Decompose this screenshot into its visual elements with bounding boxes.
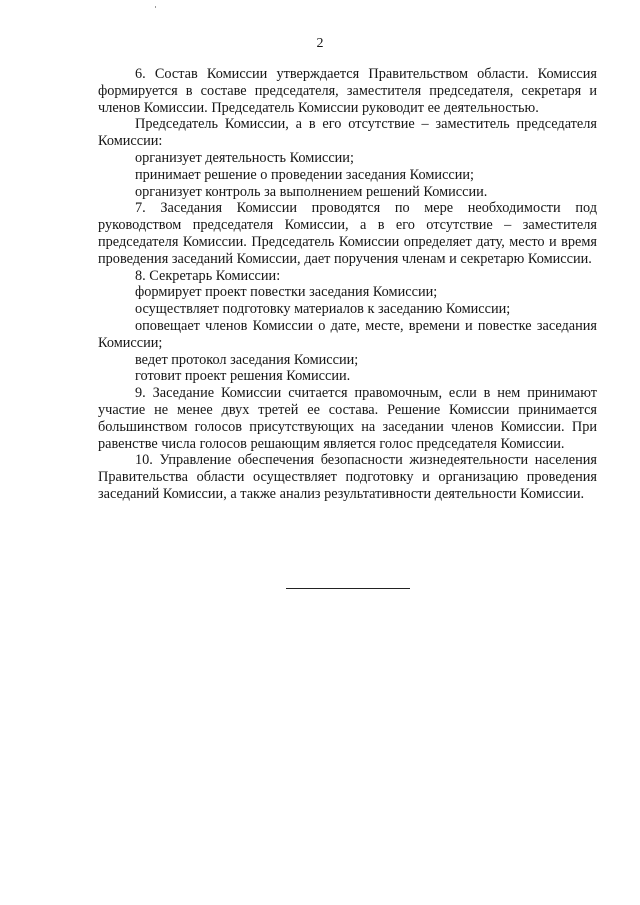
list-item: организует деятельность Комиссии;: [135, 149, 354, 166]
page-number: 2: [316, 36, 324, 51]
paragraph-9-quorum: 9. Заседание Комиссии считается правомочным, если в нем принимают участие не менее двух третей ее состава. Решение Комиссии принимается большинством голосов присутствующих на заседании членов Комиссии. При равенстве числа голосов решающим является голос председателя Комиссии.: [98, 385, 597, 452]
list-item: организует контроль за выполнением решений Комиссии.: [135, 183, 488, 200]
paragraph-chairman-duties-intro: Председатель Комиссии, а в его отсутствие – заместитель председателя Комиссии:: [98, 116, 597, 150]
scan-speck: [155, 6, 156, 8]
list-item: принимает решение о проведении заседания Комиссии;: [135, 166, 475, 183]
document-body: [98, 66, 597, 503]
paragraph-10-administration: 10. Управление обеспечения безопасности жизнедеятельности населения Правительства области осуществляет подготовку и организацию проведения заседаний Комиссии, а также анализ результативности деятельности Комиссии.: [98, 452, 597, 502]
list-item: осуществляет подготовку материалов к заседанию Комиссии;: [135, 301, 511, 318]
list-item: формирует проект повестки заседания Комиссии;: [135, 284, 438, 301]
paragraph-8-secretary: 8. Секретарь Комиссии:: [135, 267, 281, 284]
list-item: ведет протокол заседания Комиссии;: [135, 351, 359, 368]
closing-rule-divider: [286, 588, 410, 589]
list-item: оповещает членов Комиссии о дате, месте, времени и повестке заседания Комиссии;: [98, 317, 597, 351]
paragraph-6-composition: 6. Состав Комиссии утверждается Правительством области. Комиссия формируется в составе председателя, заместителя председателя, секретаря и членов Комиссии. Председатель Комиссии руководит ее деятельностью.: [98, 66, 597, 116]
paragraph-7-meetings: 7. Заседания Комиссии проводятся по мере необходимости под руководством председателя Комиссии, а в его отсутствие – заместителя председателя Комиссии. Председатель Комиссии определяет дату, место и время проведения заседаний Комиссии, дает поручения членам и секретарю Комиссии.: [98, 200, 597, 267]
list-item: готовит проект решения Комиссии.: [135, 368, 351, 385]
